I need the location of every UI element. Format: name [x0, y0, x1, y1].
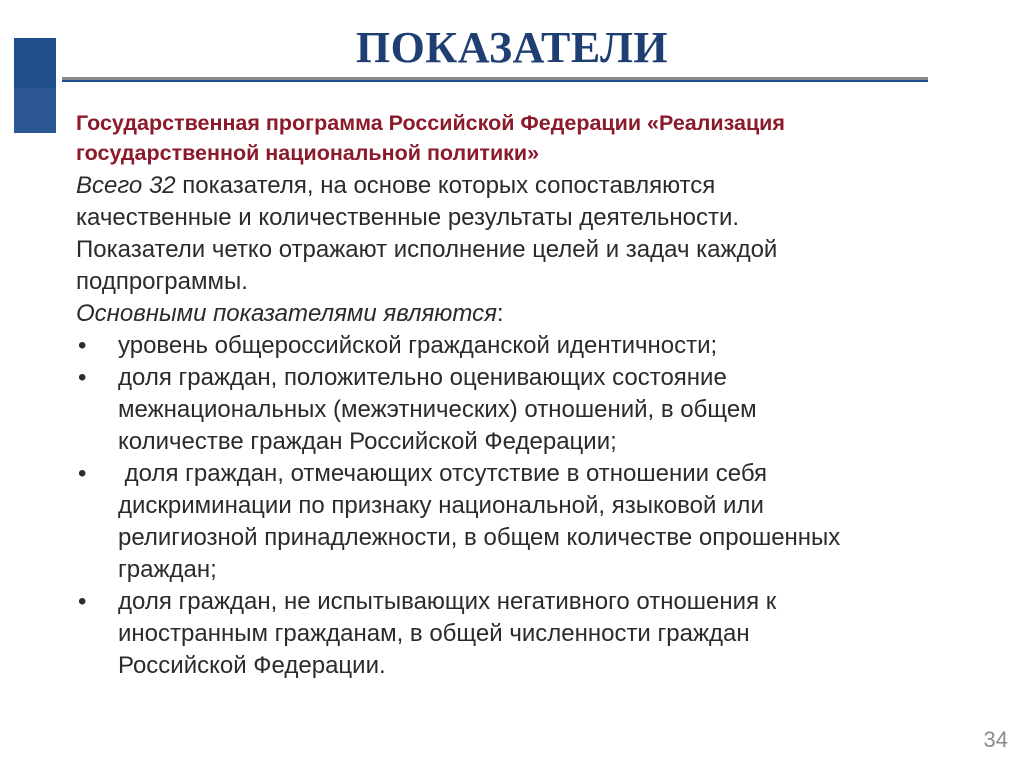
list-item — [76, 586, 996, 682]
list-item-line: доля граждан, положительно оценивающих состояние — [118, 364, 727, 391]
slide-title: ПОКАЗАТЕЛИ — [355, 23, 669, 72]
intro-rest: показателя, на основе которых сопоставляются — [175, 172, 716, 199]
list-item-line: доля граждан, не испытывающих негативного отношения к — [118, 588, 777, 615]
list-item — [76, 362, 996, 458]
list-item-line: Российской Федерации. — [118, 652, 386, 679]
list-item-line: граждан; — [118, 556, 217, 583]
list-item — [76, 330, 996, 362]
title-divider-blue — [62, 80, 928, 82]
list-item-line: доля граждан, отмечающих отсутствие в отношении себя — [118, 460, 768, 487]
indicators-heading-colon: : — [496, 300, 504, 327]
bullet-icon: • — [78, 460, 87, 487]
intro-italic: Всего 32 — [76, 172, 176, 199]
list-item-line: дискриминации по признаку национальной, языковой или — [118, 492, 764, 519]
list-item-line: уровень общероссийской гражданской идентичности; — [118, 332, 718, 359]
decorative-square-bottom — [14, 88, 56, 133]
page-number: 34 — [983, 727, 1008, 752]
indicators-heading — [76, 298, 996, 330]
bullet-icon: • — [78, 332, 87, 359]
body-line: качественные и количественные результаты деятельности. — [76, 204, 740, 231]
program-name-line: Государственная программа Российской Федерации «Реализация — [76, 111, 785, 135]
bullet-icon: • — [78, 588, 87, 615]
list-item — [76, 458, 996, 586]
program-name — [76, 108, 996, 168]
slide-content — [76, 108, 996, 682]
indicators-heading-italic: Основными показателями являются — [76, 300, 497, 327]
list-item-line: иностранным гражданам, в общей численности граждан — [118, 620, 750, 647]
intro-paragraph — [76, 170, 996, 202]
indicators-list — [76, 330, 996, 682]
body-line: Показатели четко отражают исполнение целей и задач каждой — [76, 236, 778, 263]
bullet-icon: • — [78, 364, 87, 391]
list-item-line: межнациональных (межэтнических) отношений, в общем — [118, 396, 757, 423]
program-name-line: государственной национальной политики» — [76, 141, 540, 165]
list-item-line: количестве граждан Российской Федерации; — [118, 428, 617, 455]
body-line: подпрограммы. — [76, 268, 248, 295]
list-item-line: религиозной принадлежности, в общем количестве опрошенных — [118, 524, 841, 551]
